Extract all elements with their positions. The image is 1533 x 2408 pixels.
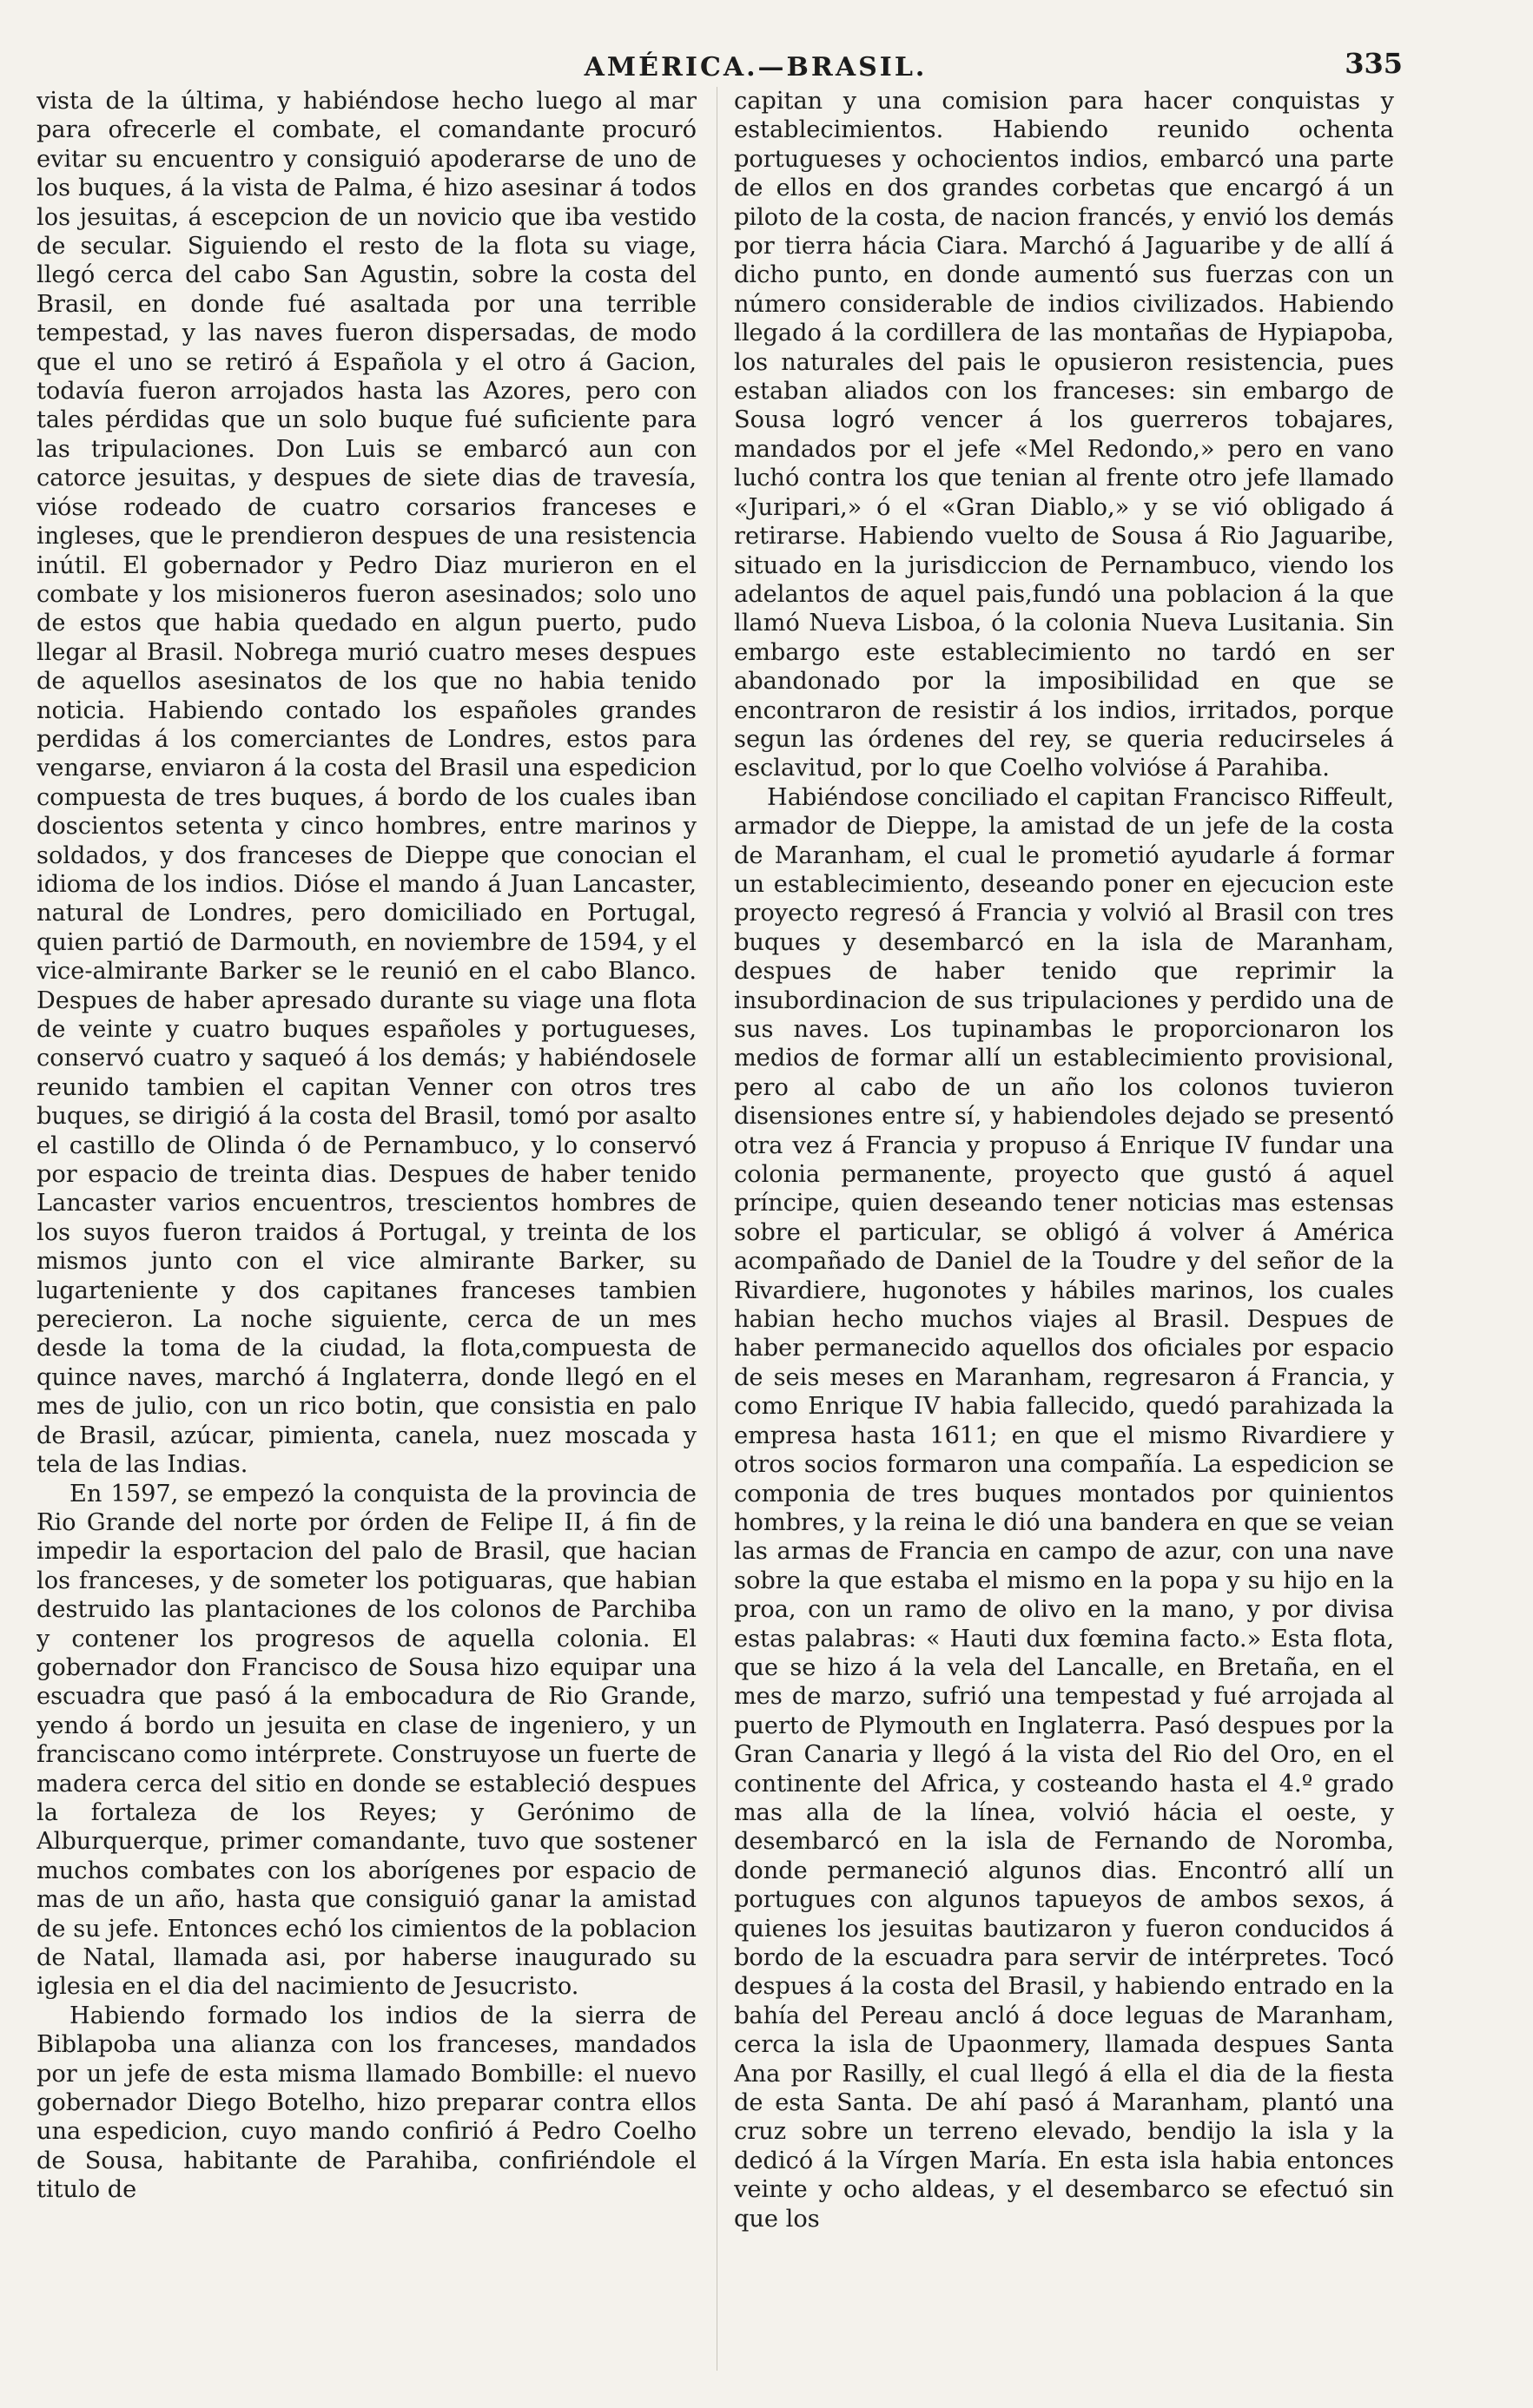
left-column (36, 87, 697, 2379)
right-paragraph-2: Habiéndose conciliado el capitan Francisco Riffeult, armador de Dieppe, la amistad de un jefe de la costa de Maranham, el cual le prometió ayudarle á formar un establecimiento, deseando poner en ejecucion este proyecto regresó á Francia y volvió al Brasil con tres buques y desembarcó en la isla de Maranham, despues de haber tenido que reprimir la insubordinacion de sus tripulaciones y perdido una de sus naves. Los tupinambas le proporcionaron los medios de formar allí un establecimiento provisional, pero al cabo de un año los colonos tuvieron disensiones entre sí, y habiendoles dejado se presentó otra vez á Francia y propuso á Enrique IV fundar una colonia permanente, proyecto que gustó á aquel príncipe, quien deseando tener noticias mas estensas sobre el particular, se obligó á volver á América acompañado de Daniel de la Toudre y del señor de la Rivardiere, hugonotes y hábiles marinos, los cuales habian hecho muchos viajes al Brasil. Despues de haber permanecido aquellos dos oficiales por espacio de seis meses en Maranham, regresaron á Francia, y como Enrique IV habia fallecido, quedó parahizada la empresa hasta 1611; en que el mismo Rivardiere y otros socios formaron una compañía. La espedicion se componia de tres buques montados por quinientos hombres, y la reina le dió una bandera en que se veian las armas de Francia en campo de azur, con una nave sobre la que estaba el mismo en la popa y su hijo en la proa, con un ramo de olivo en la mano, y por divisa estas palabras: « Hauti dux fœmina facto.» Esta flota, que se hizo á la vela del Lancalle, en Bretaña, en el mes de marzo, sufrió una tempestad y fué arrojada al puerto de Plymouth en Inglaterra. Pasó despues por la Gran Canaria y llegó á la vista del Rio del Oro, en el continente del Africa, y costeando hasta el 4.º grado mas alla de la línea, volvió hácia el oeste, y desembarcó en la isla de Fernando de Noromba, donde permaneció algunos dias. Encontró allí un portugues con algunos tapueyos de ambos sexos, á quienes los jesuitas bautizaron y fueron conducidos á bordo de la escuadra para servir de intérpretes. Tocó despues á la costa del Brasil, y habiendo entrado en la bahía del Pereau ancló á doce leguas de Maranham, cerca la isla de Upaonmery, llamada despues Santa Ana por Rasilly, el cual llegó á ella el dia de la fiesta de esta Santa. De ahí pasó á Maranham, plantó una cruz sobre un terreno elevado, bendijo la isla y la dedicó á la Vírgen María. En esta isla habia entonces veinte y ocho aldeas, y el desembarco se efectuó sin que los (734, 783, 1394, 2233)
running-head: AMÉRICA.—BRASIL. (584, 52, 928, 82)
page-number: 335 (1345, 47, 1403, 80)
right-paragraph-1: capitan y una comision para hacer conquistas y establecimientos. Habiendo reunido ochenta portugueses y ochocientos indios, embarcó una parte de ellos en dos grandes corbetas que encargó á un piloto de la costa, de nacion francés, y envió los demás por tierra hácia Ciara. Marchó á Jaguaribe y de allí á dicho punto, en donde aumentó sus fuerzas con un número considerable de indios civilizados. Habiendo llegado á la cordillera de las montañas de Hypiapoba, los naturales del pais le opusieron resistencia, pues estaban aliados con los franceses: sin embargo de Sousa logró vencer á los guerreros tobajares, mandados por el jefe «Mel Redondo,» pero en vano luchó contra los que tenian al frente otro jefe llamado «Juripari,» ó el «Gran Diablo,» y se vió obligado á retirarse. Habiendo vuelto de Sousa á Rio Jaguaribe, situado en la jurisdiccion de Pernambuco, viendo los adelantos de aquel pais,fundó una poblacion á la que llamó Nueva Lisboa, ó la colonia Nueva Lusitania. Sin embargo este establecimiento no tardó en ser abandonado por la imposibilidad en que se encontraron de resistir á los indios, irritados, porque segun las órdenes del rey, se queria reducirseles á esclavitud, por lo que Coelho volvióse á Parahiba. (734, 88, 1394, 782)
right-column (734, 87, 1394, 2379)
left-paragraph-1: vista de la última, y habiéndose hecho luego al mar para ofrecerle el combate, el comandante procuró evitar su encuentro y consiguió apoderarse de uno de los buques, á la vista de Palma, é hizo asesinar á todos los jesuitas, á escepcion de un novicio que iba vestido de secular. Siguiendo el resto de la flota su viage, llegó cerca del cabo San Agustin, sobre la costa del Brasil, en donde fué asaltada por una terrible tempestad, y las naves fueron dispersadas, de modo que el uno se retiró á Española y el otro á Gacion, todavía fueron arrojados hasta las Azores, pero con tales pérdidas que un solo buque fué suficiente para las tripulaciones. Don Luis se embarcó aun con catorce jesuitas, y despues de siete dias de travesía, vióse rodeado de cuatro corsarios franceses e ingleses, que le prendieron despues de una resistencia inútil. El gobernador y Pedro Diaz murieron en el combate y los misioneros fueron asesinados; solo uno de estos que habia quedado en algun puerto, pudo llegar al Brasil. Nobrega murió cuatro meses despues de aquellos asesinatos de los que no habia tenido noticia. Habiendo contado los españoles grandes perdidas á los comerciantes de Londres, estos para vengarse, enviaron á la costa del Brasil una espedicion compuesta de tres buques, á bordo de los cuales iban doscientos setenta y cinco hombres, entre marinos y soldados, y dos franceses de Dieppe que conocian el idioma de los indios. Dióse el mando á Juan Lancaster, natural de Londres, pero domiciliado en Portugal, quien partió de Darmouth, en noviembre de 1594, y el vice-almirante Barker se le reunió en el cabo Blanco. Despues de haber apresado durante su viage una flota de veinte y cuatro buques españoles y portugueses, conservó cuatro y saqueó á los demás; y habiéndosele reunido tambien el capitan Venner con otros tres buques, se dirigió á la costa del Brasil, tomó por asalto el castillo de Olinda ó de Pernambuco, y lo conservó por espacio de treinta dias. Despues de haber tenido Lancaster varios encuentros, trescientos hombres de los suyos fueron traidos á Portugal, y treinta de los mismos junto con el vice almirante Barker, su lugarteniente y dos capitanes franceses tambien perecieron. La noche siguiente, cerca de un mes desde la toma de la ciudad, la flota,compuesta de quince naves, marchó á Inglaterra, donde llegó en el mes de julio, con un rico botin, que consistia en palo de Brasil, azúcar, pimienta, canela, nuez moscada y tela de las Indias. (36, 88, 697, 1479)
left-paragraph-2: En 1597, se empezó la conquista de la provincia de Rio Grande del norte por órden de Felipe II, á fin de impedir la esportacion del palo de Brasil, que hacian los franceses, y de someter los potiguaras, que habian destruido las plantaciones de los colonos de Parchiba y contener los progresos de aquella colonia. El gobernador don Francisco de Sousa hizo equipar una escuadra que pasó á la embocadura de Rio Grande, yendo á bordo un jesuita en clase de ingeniero, y un franciscano como intérprete. Construyose un fuerte de madera cerca del sitio en donde se estableció despues la fortaleza de los Reyes; y Gerónimo de Alburquerque, primer comandante, tuvo que sostener muchos combates con los aborígenes por espacio de mas de un año, hasta que consiguió ganar la amistad de su jefe. Entonces echó los cimientos de la poblacion de Natal, llamada asi, por haberse inaugurado su iglesia en el dia del nacimiento de Jesucristo. (36, 1480, 697, 2001)
left-paragraph-3: Habiendo formado los indios de la sierra de Biblapoba una alianza con los franceses, mandados por un jefe de esta misma llamado Bombille: el nuevo gobernador Diego Botelho, hizo preparar contra ellos una espedicion, cuyo mando confirió á Pedro Coelho de Sousa, habitante de Parahiba, confiriéndole el titulo de (36, 2002, 697, 2204)
